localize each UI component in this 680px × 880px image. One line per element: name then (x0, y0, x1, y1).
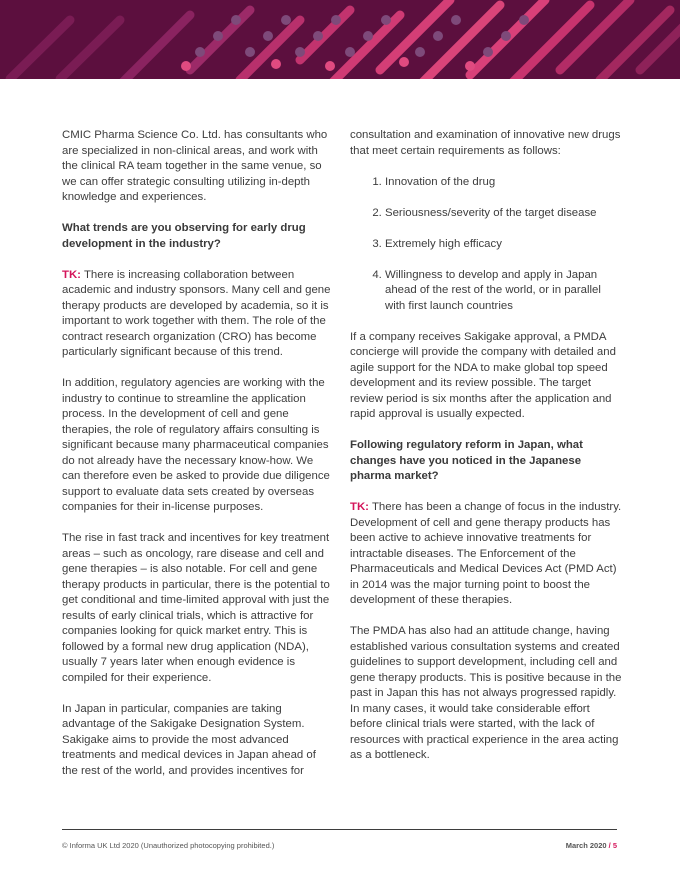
list-item: 4. Willingness to develop and apply in Japan ahead of the rest of the world, or in parallel with first launch countries (385, 268, 622, 315)
footer-date: March 2020 (565, 841, 607, 850)
paragraph: CMIC Pharma Science Co. Ltd. has consultants who are specialized in non-clinical areas, and work with the clinical RA team together in the same venue, so we can offer strategic consulting utilizing in-depth knowledge and experiences. (62, 129, 328, 203)
paragraph: In addition, regulatory agencies are working with the industry to continue to streamline the application process. In the development of cell and gene therapies, the role of regulatory affairs consulting is significant because many pharmaceutical companies do not already have the necessary know-how. We can therefore even be asked to provide due diligence support to evaluate data sets created by overseas companies for their in-license purposes. (62, 377, 330, 513)
speaker-label: TK: (62, 268, 81, 281)
header-banner (0, 0, 680, 79)
paragraph: In Japan in particular, companies are taking advantage of the Sakigake Designation System. Sakigake aims to provide the most advanced treatments and medical devices in Japan ahead of the rest of the world, and provides incentives for (62, 702, 316, 777)
banner-pattern (0, 0, 680, 79)
page-number: 5 (612, 841, 617, 850)
footer-separator: / (606, 841, 613, 850)
answer-text: There has been a change of focus in the industry. Development of cell and gene therapy products has been active to achieve innovative treatments for intractable diseases. The Enforcement of the Pharmaceuticals and Medical Devices Act (PMD Act) in 2014 was the major turning point to boost the development of these therapies. (350, 501, 622, 606)
paragraph: The rise in fast track and incentives for key treatment areas – such as oncology, rare disease and cell and gene therapies – is also notable. For cell and gene therapy products in particular, there is the potential to get conditional and time-limited approval with just the results of early clinical trials, which is attractive for companies looking for quick market entry. This is followed by a formal new drug application (NDA), usually 7 years later when enough evidence is compiled for their experience. (62, 532, 330, 684)
question-heading: What trends are you observing for early drug development in the industry? (62, 222, 306, 250)
footer-copyright: © Informa UK Ltd 2020 (Unauthorized photocopying prohibited.) (62, 841, 275, 850)
footer-page-info (566, 841, 617, 850)
paragraph: consultation and examination of innovative new drugs that meet certain requirements as follows: (350, 129, 621, 157)
footer-divider (62, 829, 617, 830)
speaker-label: TK: (350, 501, 369, 513)
right-column (350, 128, 622, 779)
answer-text: There is increasing collaboration between academic and industry sponsors. Many cell and gene therapy products are developed by academia, so it is important to work together with them. The role of the contract research organization (CRO) has become particularly significant because of this trend. (62, 268, 331, 358)
answer-paragraph (62, 268, 334, 361)
paragraph: If a company receives Sakigake approval, a PMDA concierge will provide the company with detailed and agile support for the NDA to make global top speed development and its review possible. The target review period is six months after the application and rapid approval is usually expected. (350, 330, 616, 420)
paragraph: The PMDA has also had an attitude change, having established various consultation systems and created guidelines to support development, including cell and gene therapy products. This is positive because in the past in Japan this has not always progressed rapidly. In many cases, it would take considerable effort before clinical trials were started, with the lack of resources with practical experience in the area acting as a bottleneck. (350, 625, 622, 761)
list-item: 2. Seriousness/severity of the target disease (385, 206, 622, 222)
answer-paragraph (350, 500, 622, 609)
list-item: 3. Extremely high efficacy (385, 237, 622, 253)
question-heading: Following regulatory reform in Japan, what changes have you noticed in the Japanese pharma market? (350, 439, 583, 482)
requirements-list (350, 175, 622, 315)
left-column (62, 128, 334, 795)
list-item: 1. Innovation of the drug (385, 175, 622, 191)
